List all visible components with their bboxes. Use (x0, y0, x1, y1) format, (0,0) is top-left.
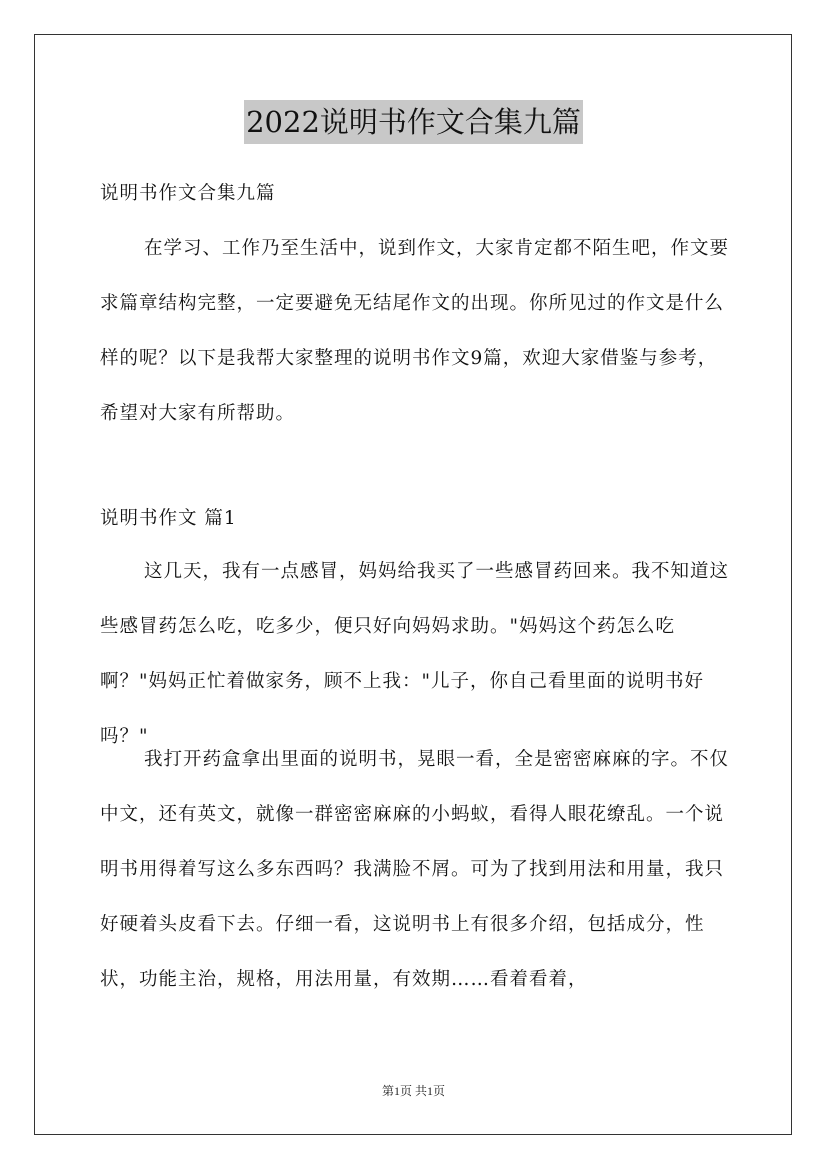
section-heading: 说明书作文 篇1 (100, 508, 237, 529)
page-footer: 第1页 共1页 (381, 1084, 445, 1098)
title-container (0, 100, 827, 144)
body-paragraph-1: 这几天，我有一点感冒，妈妈给我买了一些感冒药回来。我不知道这些感冒药怎么吃，吃多少，便只好向妈妈求助。"妈妈这个药怎么吃啊？"妈妈正忙着做家务，顾不上我："儿子，你自己看里面的说明书好吗？" (100, 561, 730, 747)
body-paragraph-2: 我打开药盒拿出里面的说明书，晃眼一看，全是密密麻麻的字。不仅中文，还有英文，就像一群密密麻麻的小蚂蚁，看得人眼花缭乱。一个说明书用得着写这么多东西吗？我满脸不屑。可为了找到用法和用量，我只好硬着头皮看下去。仔细一看，这说明书上有很多介绍，包括成分，性状，功能主治，规格，用法用量，有效期……看着看着， (100, 749, 730, 990)
document-subtitle: 说明书作文合集九篇 (100, 183, 276, 204)
document-title: 2022说明书作文合集九篇 (244, 100, 583, 144)
intro-paragraph: 在学习、工作乃至生活中，说到作文，大家肯定都不陌生吧，作文要求篇章结构完整，一定要避免无结尾作文的出现。你所见过的作文是什么样的呢？以下是我帮大家整理的说明书作文9篇，欢迎大家借鉴与参考，希望对大家有所帮助。 (100, 238, 730, 424)
